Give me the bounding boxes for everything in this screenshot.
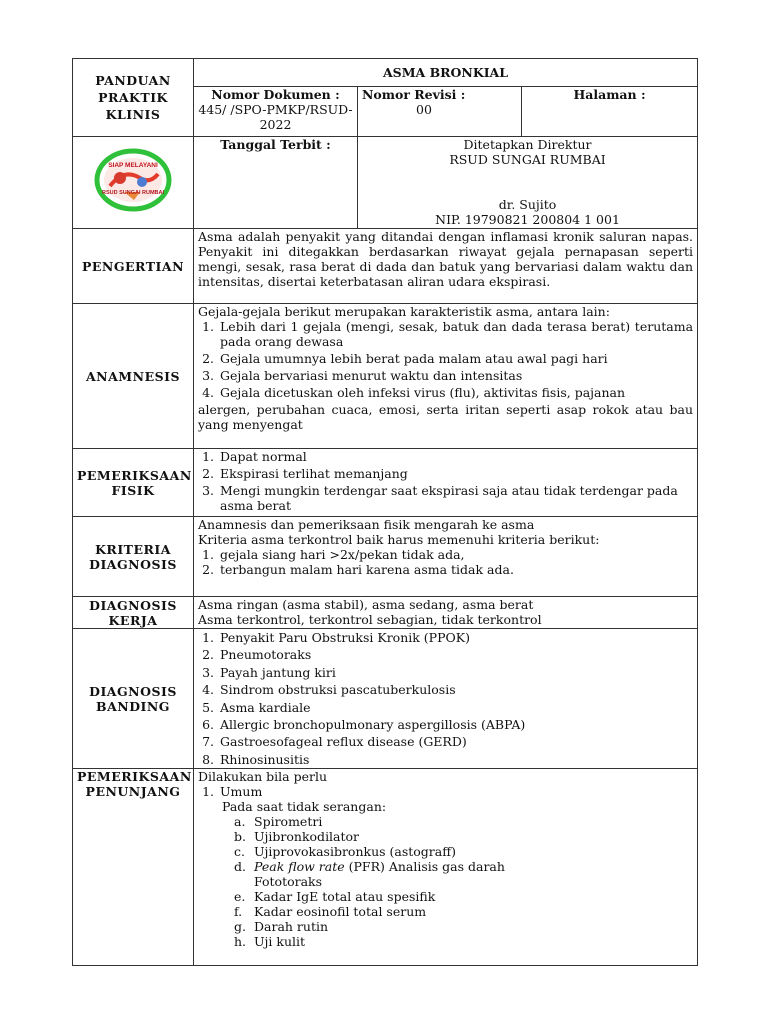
director-nip: NIP. 19790821 200804 1 001 [435, 212, 620, 227]
penunjang-sub-item: c. Ujiprovokasibronkus (astograff) [234, 844, 456, 860]
revision-cell [358, 87, 522, 137]
kriteria-item: 2. terbangun malam hari karena asma tidak ada. [218, 562, 693, 577]
diagnosis-banding-content [194, 629, 698, 769]
penunjang-list [198, 814, 693, 949]
kriteria-line-1: Anamnesis dan pemeriksaan fisik mengarah ke asma [198, 517, 535, 532]
pemeriksaan-penunjang-content [194, 769, 698, 966]
anamnesis-label: ANAMNESIS [73, 304, 194, 449]
fisik-item: 3. Mengi mungkin terdengar saat ekspirasi saja atau tidak terdengar pada asma berat [218, 483, 693, 513]
penunjang-sub-item: d. Peak flow rate (PFR) Analisis gas darah Fototoraks [234, 859, 505, 890]
fisik-item: 2. Ekspirasi terlihat memanjang [218, 466, 693, 483]
anamnesis-outro: alergen, perubahan cuaca, emosi, serta iritan seperti asap rokok atau bau yang menyengat [198, 402, 694, 432]
banding-item: 4. Sindrom obstruksi pascatuberkulosis [218, 681, 693, 698]
kriteria-item: 1. gejala siang hari >2x/pekan tidak ada, [218, 547, 693, 562]
penunjang-sub-item: a. Spirometri [234, 814, 323, 830]
anamnesis-item: 1. Lebih dari 1 gejala (mengi, sesak, batuk dan dada terasa berat) terutama pada orang dewasa [218, 319, 693, 351]
penunjang-sub-item: f. Kadar eosinofil total serum [234, 904, 427, 920]
director-name: dr. Sujito [498, 197, 557, 212]
anamnesis-content [194, 304, 698, 449]
banding-item: 3. Payah jantung kiri [218, 664, 693, 681]
kerja-line-1: Asma ringan (asma stabil), asma sedang, asma berat [198, 597, 534, 612]
penunjang-sub-intro: Pada saat tidak serangan: [222, 799, 387, 815]
svg-text:SIAP MELAYANI: SIAP MELAYANI [108, 162, 158, 169]
doc-title: ASMA BRONKIAL [194, 59, 698, 87]
pengertian-label: PENGERTIAN [73, 229, 194, 304]
kerja-line-2: Asma terkontrol, terkontrol sebagian, tidak terkontrol [198, 612, 542, 627]
penunjang-item-umum: 1. Umum [218, 784, 693, 799]
diagnosis-kerja-content [194, 597, 698, 629]
doc-type-cell [73, 59, 194, 137]
approval-line-2: RSUD SUNGAI RUMBAI [449, 152, 606, 167]
pengertian-text: Asma adalah penyakit yang ditandai dengan inflamasi kronik saluran napas. Penyakit ini ditegakkan berdasarkan riwayat gejala pernapasan seperti mengi, sesak, rasa berat di dada dan batuk yang bervariasi dalam waktu dan intensitas, disertai keterbatasan aliran udara ekspirasi. [194, 229, 698, 304]
anamnesis-item: 3. Gejala bervariasi menurut waktu dan intensitas [218, 368, 693, 385]
fisik-item: 1. Dapat normal [218, 449, 693, 466]
banding-item: 7. Gastroesofageal reflux disease (GERD) [218, 733, 693, 750]
hospital-logo [94, 148, 172, 212]
kriteria-content [194, 517, 698, 597]
pemeriksaan-fisik-label: PEMERIKSAAN FISIK [73, 449, 194, 517]
approval-cell [358, 137, 698, 229]
banding-item: 8. Rhinosinusitis [218, 751, 693, 768]
banding-item: 5. Asma kardiale [218, 699, 693, 716]
anamnesis-item: 2. Gejala umumnya lebih berat pada malam atau awal pagi hari [218, 351, 693, 368]
diagnosis-kerja-label: DIAGNOSIS KERJA [73, 597, 194, 629]
banding-item: 1. Penyakit Paru Obstruksi Kronik (PPOK) [218, 629, 693, 646]
anamnesis-intro: Gejala-gejala berikut merupakan karakteristik asma, antara lain: [198, 304, 610, 319]
logo-cell [73, 137, 194, 229]
anamnesis-item: 4. Gejala dicetuskan oleh infeksi virus (flu), aktivitas fisis, pajanan [218, 385, 693, 402]
kriteria-line-2: Kriteria asma terkontrol baik harus memenuhi kriteria berikut: [198, 532, 600, 547]
doc-number-label: Nomor Dokumen : [211, 87, 340, 102]
pemeriksaan-penunjang-label: PEMERIKSAAN PENUNJANG [73, 769, 194, 966]
pemeriksaan-fisik-content [194, 449, 698, 517]
revision-value: 00 [416, 102, 432, 117]
page-label: Halaman : [522, 87, 698, 137]
penunjang-sub-item: e. Kadar IgE total atau spesifik [234, 889, 436, 905]
banding-item: 2. Pneumotoraks [218, 646, 693, 663]
penunjang-sub-item: b. Ujibronkodilator [234, 829, 360, 845]
doc-number-cell [194, 87, 358, 137]
issue-date-label: Tanggal Terbit : [194, 137, 358, 229]
spo-table [72, 58, 698, 966]
penunjang-intro: Dilakukan bila perlu [198, 769, 327, 785]
kriteria-label: KRITERIA DIAGNOSIS [73, 517, 194, 597]
banding-item: 6. Allergic bronchopulmonary aspergillosis (ABPA) [218, 716, 693, 733]
doc-number-value: 445/ /SPO-PMKP/RSUD-2022 [198, 102, 353, 132]
svg-text:RSUD SUNGAI RUMBAI: RSUD SUNGAI RUMBAI [101, 190, 165, 196]
doc-type-label: PANDUAN PRAKTIK KLINIS [95, 73, 171, 122]
approval-line-1: Ditetapkan Direktur [463, 137, 592, 152]
diagnosis-banding-label: DIAGNOSIS BANDING [73, 629, 194, 769]
revision-label: Nomor Revisi : [362, 87, 466, 102]
penunjang-sub-item: g. Darah rutin [234, 919, 329, 935]
penunjang-sub-item: h. Uji kulit [234, 934, 306, 950]
